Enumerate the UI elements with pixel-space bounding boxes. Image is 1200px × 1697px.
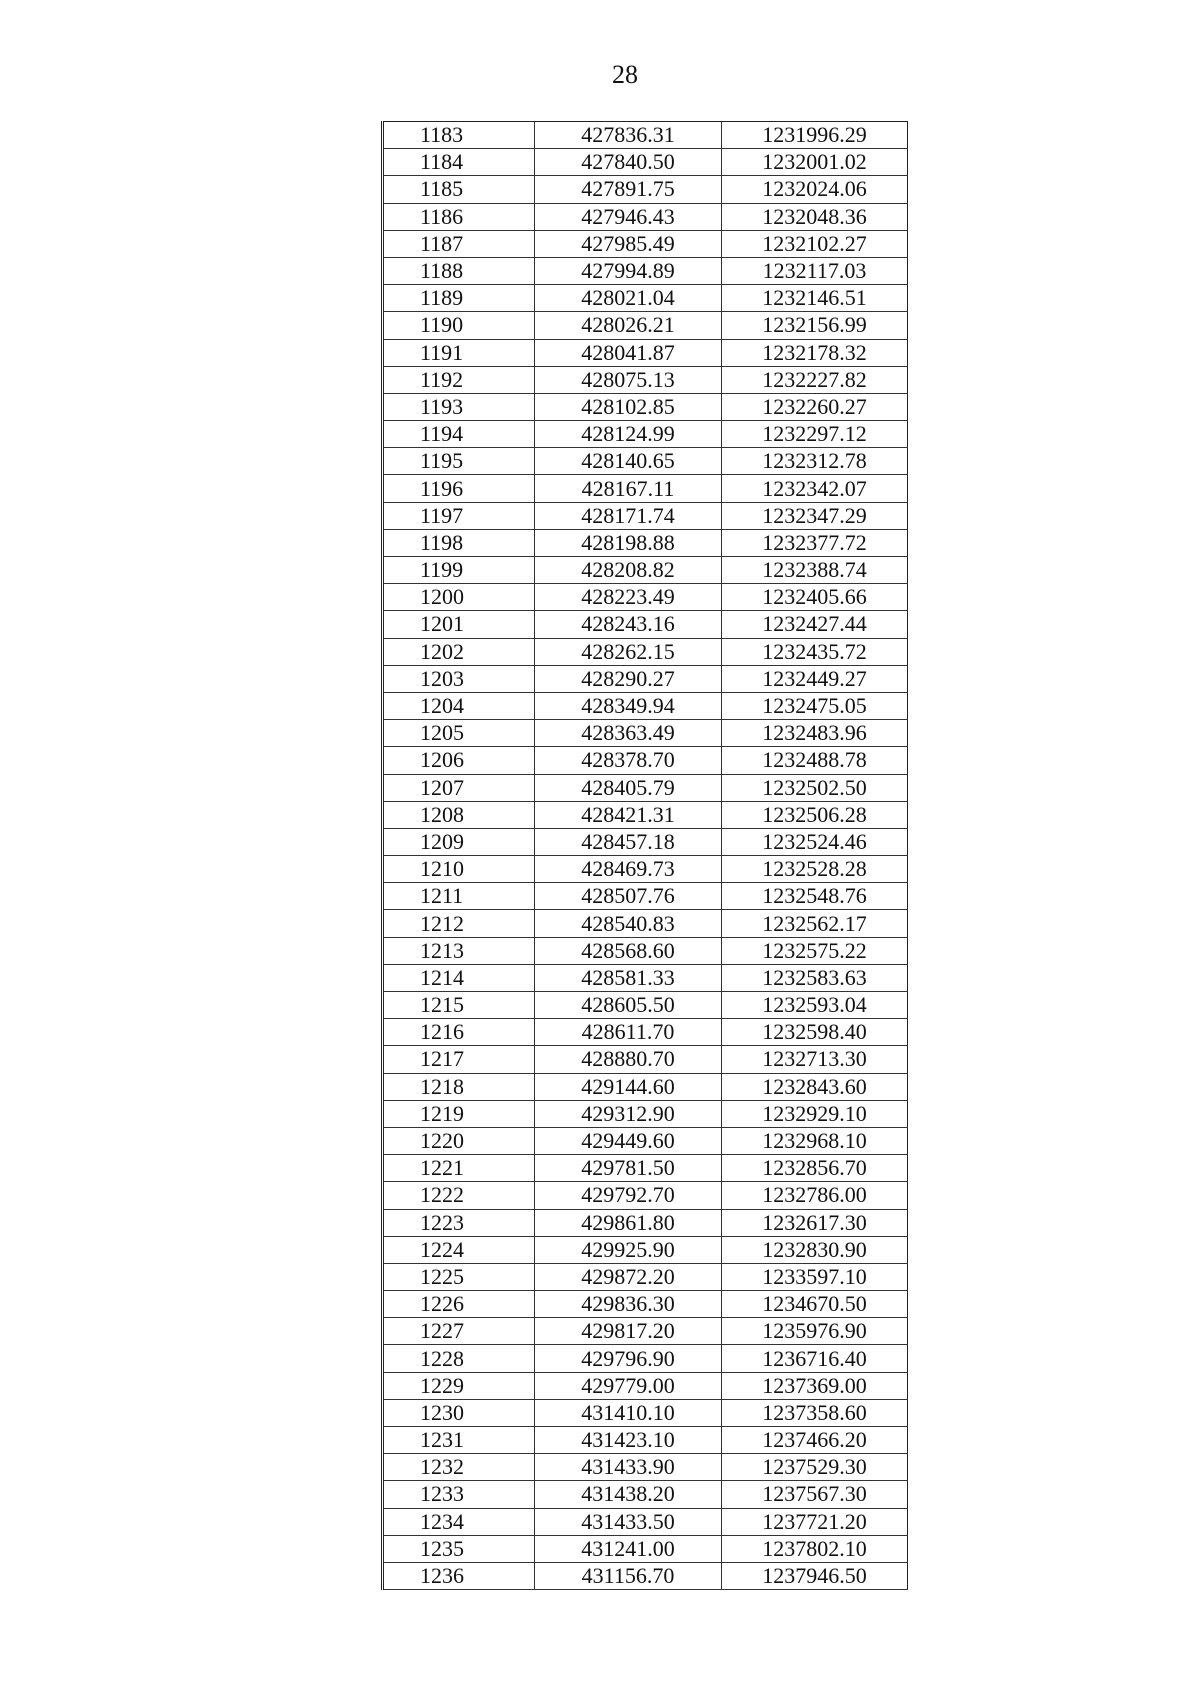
y-coordinate-cell: 1232583.63 <box>722 964 908 991</box>
y-coordinate-cell: 1235976.90 <box>722 1318 908 1345</box>
point-number-cell: 1231 <box>383 1427 535 1454</box>
y-coordinate-cell: 1232968.10 <box>722 1127 908 1154</box>
x-coordinate-cell: 429781.50 <box>535 1155 722 1182</box>
y-coordinate-cell: 1237529.30 <box>722 1454 908 1481</box>
x-coordinate-cell: 428262.15 <box>535 638 722 665</box>
table-row <box>383 257 908 284</box>
x-coordinate-cell: 431410.10 <box>535 1399 722 1426</box>
table-row <box>383 393 908 420</box>
y-coordinate-cell: 1232377.72 <box>722 529 908 556</box>
point-number-cell: 1223 <box>383 1209 535 1236</box>
x-coordinate-cell: 428540.83 <box>535 910 722 937</box>
y-coordinate-cell: 1237946.50 <box>722 1562 908 1589</box>
point-number-cell: 1234 <box>383 1508 535 1535</box>
y-coordinate-cell: 1232405.66 <box>722 584 908 611</box>
table-row <box>383 747 908 774</box>
y-coordinate-cell: 1232713.30 <box>722 1046 908 1073</box>
x-coordinate-cell: 428021.04 <box>535 285 722 312</box>
y-coordinate-cell: 1232528.28 <box>722 856 908 883</box>
y-coordinate-cell: 1232449.27 <box>722 665 908 692</box>
x-coordinate-cell: 428290.27 <box>535 665 722 692</box>
y-coordinate-cell: 1232427.44 <box>722 611 908 638</box>
table-row <box>383 1155 908 1182</box>
table-row <box>383 448 908 475</box>
x-coordinate-cell: 427946.43 <box>535 203 722 230</box>
point-number-cell: 1191 <box>383 339 535 366</box>
y-coordinate-cell: 1232146.51 <box>722 285 908 312</box>
point-number-cell: 1215 <box>383 992 535 1019</box>
point-number-cell: 1192 <box>383 366 535 393</box>
x-coordinate-cell: 428171.74 <box>535 502 722 529</box>
y-coordinate-cell: 1232929.10 <box>722 1100 908 1127</box>
table-row <box>383 937 908 964</box>
point-number-cell: 1196 <box>383 475 535 502</box>
table-row <box>383 502 908 529</box>
x-coordinate-cell: 429796.90 <box>535 1345 722 1372</box>
table-row <box>383 1127 908 1154</box>
y-coordinate-cell: 1232786.00 <box>722 1182 908 1209</box>
x-coordinate-cell: 428041.87 <box>535 339 722 366</box>
point-number-cell: 1198 <box>383 529 535 556</box>
point-number-cell: 1236 <box>383 1562 535 1589</box>
x-coordinate-cell: 428349.94 <box>535 692 722 719</box>
x-coordinate-cell: 427891.75 <box>535 176 722 203</box>
table-row <box>383 557 908 584</box>
table-row <box>383 1535 908 1562</box>
table-row <box>383 421 908 448</box>
point-number-cell: 1229 <box>383 1372 535 1399</box>
x-coordinate-cell: 428026.21 <box>535 312 722 339</box>
table-row <box>383 720 908 747</box>
y-coordinate-cell: 1237567.30 <box>722 1481 908 1508</box>
x-coordinate-cell: 427840.50 <box>535 149 722 176</box>
x-coordinate-cell: 429449.60 <box>535 1127 722 1154</box>
x-coordinate-cell: 431433.90 <box>535 1454 722 1481</box>
point-number-cell: 1210 <box>383 856 535 883</box>
table-row <box>383 883 908 910</box>
y-coordinate-cell: 1233597.10 <box>722 1263 908 1290</box>
x-coordinate-cell: 431241.00 <box>535 1535 722 1562</box>
table-row <box>383 1046 908 1073</box>
point-number-cell: 1194 <box>383 421 535 448</box>
table-row <box>383 992 908 1019</box>
point-number-cell: 1203 <box>383 665 535 692</box>
table-row <box>383 1073 908 1100</box>
y-coordinate-cell: 1232830.90 <box>722 1236 908 1263</box>
point-number-cell: 1208 <box>383 801 535 828</box>
table-row <box>383 312 908 339</box>
x-coordinate-cell: 428363.49 <box>535 720 722 747</box>
x-coordinate-cell: 428605.50 <box>535 992 722 1019</box>
y-coordinate-cell: 1232117.03 <box>722 257 908 284</box>
y-coordinate-cell: 1237721.20 <box>722 1508 908 1535</box>
point-number-cell: 1193 <box>383 393 535 420</box>
point-number-cell: 1204 <box>383 692 535 719</box>
table-row <box>383 1508 908 1535</box>
y-coordinate-cell: 1234670.50 <box>722 1291 908 1318</box>
x-coordinate-cell: 428167.11 <box>535 475 722 502</box>
x-coordinate-cell: 428469.73 <box>535 856 722 883</box>
y-coordinate-cell: 1232156.99 <box>722 312 908 339</box>
table-row <box>383 1291 908 1318</box>
table-row <box>383 1481 908 1508</box>
y-coordinate-cell: 1232524.46 <box>722 828 908 855</box>
point-number-cell: 1185 <box>383 176 535 203</box>
table-row <box>383 692 908 719</box>
x-coordinate-cell: 427836.31 <box>535 122 722 149</box>
x-coordinate-cell: 429925.90 <box>535 1236 722 1263</box>
point-number-cell: 1206 <box>383 747 535 774</box>
point-number-cell: 1212 <box>383 910 535 937</box>
point-number-cell: 1232 <box>383 1454 535 1481</box>
y-coordinate-cell: 1232483.96 <box>722 720 908 747</box>
y-coordinate-cell: 1232024.06 <box>722 176 908 203</box>
x-coordinate-cell: 429861.80 <box>535 1209 722 1236</box>
table-row <box>383 856 908 883</box>
y-coordinate-cell: 1232598.40 <box>722 1019 908 1046</box>
table-row <box>383 1372 908 1399</box>
table-row <box>383 1427 908 1454</box>
y-coordinate-cell: 1237802.10 <box>722 1535 908 1562</box>
table-row <box>383 1100 908 1127</box>
coordinates-table-body <box>383 122 908 1590</box>
point-number-cell: 1188 <box>383 257 535 284</box>
y-coordinate-cell: 1232506.28 <box>722 801 908 828</box>
table-row <box>383 964 908 991</box>
table-row <box>383 339 908 366</box>
point-number-cell: 1202 <box>383 638 535 665</box>
point-number-cell: 1213 <box>383 937 535 964</box>
y-coordinate-cell: 1232475.05 <box>722 692 908 719</box>
x-coordinate-cell: 427994.89 <box>535 257 722 284</box>
y-coordinate-cell: 1232048.36 <box>722 203 908 230</box>
y-coordinate-cell: 1232575.22 <box>722 937 908 964</box>
point-number-cell: 1187 <box>383 230 535 257</box>
x-coordinate-cell: 429872.20 <box>535 1263 722 1290</box>
y-coordinate-cell: 1232297.12 <box>722 421 908 448</box>
table-row <box>383 475 908 502</box>
y-coordinate-cell: 1232342.07 <box>722 475 908 502</box>
table-row <box>383 1263 908 1290</box>
x-coordinate-cell: 431438.20 <box>535 1481 722 1508</box>
point-number-cell: 1224 <box>383 1236 535 1263</box>
table-row <box>383 1345 908 1372</box>
page-number: 28 <box>612 60 638 89</box>
point-number-cell: 1211 <box>383 883 535 910</box>
x-coordinate-cell: 428880.70 <box>535 1046 722 1073</box>
y-coordinate-cell: 1232562.17 <box>722 910 908 937</box>
point-number-cell: 1201 <box>383 611 535 638</box>
point-number-cell: 1219 <box>383 1100 535 1127</box>
y-coordinate-cell: 1237466.20 <box>722 1427 908 1454</box>
point-number-cell: 1235 <box>383 1535 535 1562</box>
point-number-cell: 1218 <box>383 1073 535 1100</box>
table-row <box>383 801 908 828</box>
x-coordinate-cell: 428568.60 <box>535 937 722 964</box>
table-row <box>383 149 908 176</box>
y-coordinate-cell: 1237358.60 <box>722 1399 908 1426</box>
point-number-cell: 1184 <box>383 149 535 176</box>
y-coordinate-cell: 1231996.29 <box>722 122 908 149</box>
table-row <box>383 1399 908 1426</box>
point-number-cell: 1195 <box>383 448 535 475</box>
point-number-cell: 1216 <box>383 1019 535 1046</box>
x-coordinate-cell: 428421.31 <box>535 801 722 828</box>
table-row <box>383 176 908 203</box>
point-number-cell: 1209 <box>383 828 535 855</box>
y-coordinate-cell: 1232388.74 <box>722 557 908 584</box>
y-coordinate-cell: 1232260.27 <box>722 393 908 420</box>
table-row <box>383 1562 908 1589</box>
point-number-cell: 1197 <box>383 502 535 529</box>
y-coordinate-cell: 1232593.04 <box>722 992 908 1019</box>
point-number-cell: 1227 <box>383 1318 535 1345</box>
x-coordinate-cell: 428507.76 <box>535 883 722 910</box>
table-row <box>383 285 908 312</box>
table-row <box>383 910 908 937</box>
table-row <box>383 529 908 556</box>
table-row <box>383 1236 908 1263</box>
y-coordinate-cell: 1232488.78 <box>722 747 908 774</box>
table-row <box>383 1318 908 1345</box>
point-number-cell: 1220 <box>383 1127 535 1154</box>
table-row <box>383 828 908 855</box>
y-coordinate-cell: 1232502.50 <box>722 774 908 801</box>
table-row <box>383 611 908 638</box>
x-coordinate-cell: 428611.70 <box>535 1019 722 1046</box>
point-number-cell: 1186 <box>383 203 535 230</box>
point-number-cell: 1225 <box>383 1263 535 1290</box>
x-coordinate-cell: 429817.20 <box>535 1318 722 1345</box>
table-row <box>383 230 908 257</box>
point-number-cell: 1207 <box>383 774 535 801</box>
point-number-cell: 1228 <box>383 1345 535 1372</box>
y-coordinate-cell: 1232843.60 <box>722 1073 908 1100</box>
x-coordinate-cell: 431433.50 <box>535 1508 722 1535</box>
x-coordinate-cell: 428243.16 <box>535 611 722 638</box>
point-number-cell: 1200 <box>383 584 535 611</box>
x-coordinate-cell: 428075.13 <box>535 366 722 393</box>
table-row <box>383 203 908 230</box>
y-coordinate-cell: 1232312.78 <box>722 448 908 475</box>
table-row <box>383 366 908 393</box>
x-coordinate-cell: 429779.00 <box>535 1372 722 1399</box>
y-coordinate-cell: 1232227.82 <box>722 366 908 393</box>
x-coordinate-cell: 428140.65 <box>535 448 722 475</box>
table-row <box>383 774 908 801</box>
x-coordinate-cell: 429144.60 <box>535 1073 722 1100</box>
point-number-cell: 1226 <box>383 1291 535 1318</box>
point-number-cell: 1183 <box>383 122 535 149</box>
y-coordinate-cell: 1236716.40 <box>722 1345 908 1372</box>
point-number-cell: 1233 <box>383 1481 535 1508</box>
x-coordinate-cell: 427985.49 <box>535 230 722 257</box>
coordinates-table <box>381 121 908 1590</box>
y-coordinate-cell: 1232001.02 <box>722 149 908 176</box>
x-coordinate-cell: 431423.10 <box>535 1427 722 1454</box>
y-coordinate-cell: 1232856.70 <box>722 1155 908 1182</box>
point-number-cell: 1199 <box>383 557 535 584</box>
y-coordinate-cell: 1232102.27 <box>722 230 908 257</box>
table-row <box>383 638 908 665</box>
x-coordinate-cell: 428208.82 <box>535 557 722 584</box>
x-coordinate-cell: 428405.79 <box>535 774 722 801</box>
y-coordinate-cell: 1232548.76 <box>722 883 908 910</box>
x-coordinate-cell: 431156.70 <box>535 1562 722 1589</box>
point-number-cell: 1189 <box>383 285 535 312</box>
point-number-cell: 1190 <box>383 312 535 339</box>
table-row <box>383 665 908 692</box>
x-coordinate-cell: 429312.90 <box>535 1100 722 1127</box>
x-coordinate-cell: 429792.70 <box>535 1182 722 1209</box>
x-coordinate-cell: 428378.70 <box>535 747 722 774</box>
table-row <box>383 1019 908 1046</box>
x-coordinate-cell: 428198.88 <box>535 529 722 556</box>
y-coordinate-cell: 1232435.72 <box>722 638 908 665</box>
point-number-cell: 1222 <box>383 1182 535 1209</box>
point-number-cell: 1214 <box>383 964 535 991</box>
point-number-cell: 1221 <box>383 1155 535 1182</box>
point-number-cell: 1230 <box>383 1399 535 1426</box>
y-coordinate-cell: 1232178.32 <box>722 339 908 366</box>
table-row <box>383 1454 908 1481</box>
x-coordinate-cell: 429836.30 <box>535 1291 722 1318</box>
x-coordinate-cell: 428124.99 <box>535 421 722 448</box>
table-row <box>383 1182 908 1209</box>
x-coordinate-cell: 428457.18 <box>535 828 722 855</box>
table-row <box>383 1209 908 1236</box>
table-row <box>383 122 908 149</box>
y-coordinate-cell: 1232617.30 <box>722 1209 908 1236</box>
y-coordinate-cell: 1237369.00 <box>722 1372 908 1399</box>
x-coordinate-cell: 428581.33 <box>535 964 722 991</box>
x-coordinate-cell: 428102.85 <box>535 393 722 420</box>
x-coordinate-cell: 428223.49 <box>535 584 722 611</box>
y-coordinate-cell: 1232347.29 <box>722 502 908 529</box>
point-number-cell: 1217 <box>383 1046 535 1073</box>
point-number-cell: 1205 <box>383 720 535 747</box>
table-row <box>383 584 908 611</box>
